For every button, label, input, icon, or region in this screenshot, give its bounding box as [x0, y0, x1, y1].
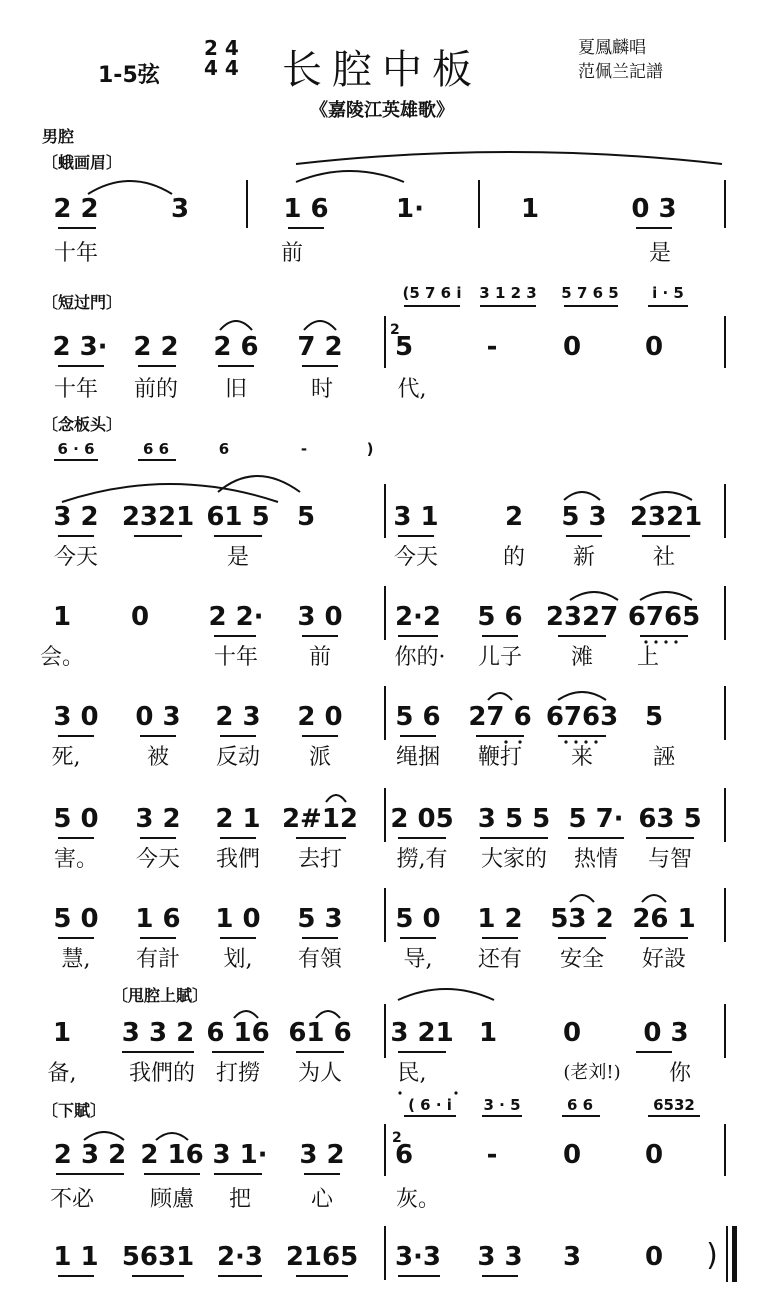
lyric: 民, [397, 1061, 427, 1086]
note: 2 6 [213, 332, 259, 362]
barline [384, 788, 386, 842]
lyric: 会。 [39, 645, 85, 670]
lyric: 备, [47, 1061, 77, 1086]
barline [384, 484, 386, 538]
slur [570, 592, 618, 600]
note: 2·2 [394, 602, 442, 632]
lyric: 划, [223, 947, 253, 972]
note: 5 7· [568, 804, 624, 834]
interlude-note: 5 7 6 5 [561, 284, 619, 302]
slur [218, 476, 300, 492]
note: 6763 [545, 702, 619, 732]
section-label-3: 〔念板头〕 [42, 415, 123, 434]
slur [316, 1011, 340, 1018]
note: 5 0 [53, 904, 99, 934]
instrumental-row-9 [0, 1096, 772, 1118]
barline [724, 484, 726, 538]
interlude-note: 6 6 [142, 440, 170, 458]
slur [558, 692, 606, 700]
note: 1 0 [215, 904, 261, 934]
note: 1 [478, 1018, 498, 1048]
lyric: 你的· [394, 645, 446, 670]
slur [296, 171, 404, 182]
note: 2 3 2 [53, 1140, 127, 1170]
slur [398, 989, 494, 1000]
note: 0 [562, 332, 582, 362]
slur [326, 795, 346, 802]
barline [246, 180, 248, 228]
note: 0 3 [135, 702, 181, 732]
note: 1 6 [135, 904, 181, 934]
lyric: 我們的 [128, 1061, 196, 1086]
lyric: 十年 [53, 377, 99, 402]
high-dot [398, 1091, 401, 1094]
note: 2 [504, 502, 524, 532]
note: 2·3 [216, 1242, 264, 1272]
slur [62, 484, 278, 502]
note: 3·3 [394, 1242, 442, 1272]
final-barline-thin [726, 1226, 728, 1282]
interlude-note: ( 6 · i [408, 1096, 452, 1114]
barline [384, 1124, 386, 1176]
lyric: 旧 [224, 377, 248, 402]
note: - [486, 332, 498, 362]
interlude-note: ) [366, 440, 374, 458]
lyric: 大家的 [480, 847, 548, 872]
note: 6765 [627, 602, 701, 632]
note: 1 [52, 602, 72, 632]
slur [296, 152, 722, 164]
closing-paren: ) [706, 1238, 718, 1273]
lyric: 是 [226, 545, 250, 570]
lyric: 灰。 [395, 1187, 441, 1212]
slur [570, 895, 594, 902]
notes-row-6 [0, 804, 772, 844]
note: 2321 [629, 502, 703, 532]
note: 26 1 [632, 904, 696, 934]
lyric: 反动 [215, 745, 261, 770]
note: 0 [562, 1018, 582, 1048]
lyrics-row-8 [0, 1056, 772, 1086]
lyric: 今天 [53, 545, 99, 570]
lyrics-row-3 [0, 540, 772, 570]
barline [724, 180, 726, 228]
barline [384, 1004, 386, 1058]
interlude-note: 6 [218, 440, 230, 458]
section-label-4: 〔甩腔上賦〕 [112, 986, 209, 1005]
section-label-5: 〔下賦〕 [42, 1101, 107, 1120]
instrumental-row-2 [0, 284, 772, 306]
notes-row-2 [0, 332, 772, 372]
lyric: 去打 [297, 847, 343, 872]
note: 0 [644, 1140, 664, 1170]
time-signature-bottom: 4 4 [204, 56, 239, 80]
note: - [486, 1140, 498, 1170]
spoken-interjection: (老刘!) [563, 1062, 621, 1083]
lyric: 把 [228, 1187, 252, 1212]
interlude-note: (5 7 6 i [402, 284, 462, 302]
lyric: 来 [570, 745, 594, 770]
notes-row-4 [0, 602, 772, 642]
note: 3 2 [299, 1140, 345, 1170]
note: 2 2 [53, 194, 99, 224]
interlude-note: - [300, 440, 308, 458]
lyrics-row-6 [0, 842, 772, 872]
lyrics-row-9 [0, 1182, 772, 1212]
subtitle: 《嘉陵江英雄歌》 [310, 100, 454, 121]
final-barline-thick [732, 1226, 737, 1282]
note: 3 1 [393, 502, 439, 532]
credits [578, 36, 663, 84]
lyric: 儿子 [477, 645, 523, 670]
note: 3 21 [390, 1018, 454, 1048]
lyric: 是 [648, 241, 672, 266]
note: 6 16 [206, 1018, 270, 1048]
slur [640, 492, 692, 500]
lyric: 今天 [393, 545, 439, 570]
singer-credit: 夏鳳麟唱 [578, 38, 646, 58]
note: 0 [130, 602, 150, 632]
barline [384, 686, 386, 740]
note: 6 [394, 1140, 414, 1170]
notes-row-5 [0, 702, 772, 742]
note: 2 3 [215, 702, 261, 732]
slur [84, 1132, 124, 1140]
meter-change-2: 2 [390, 322, 400, 338]
interlude-note: 6 · 6 [57, 440, 95, 458]
lyric: 前 [280, 241, 304, 266]
note: 3 2 [53, 502, 99, 532]
lyric: 害。 [53, 847, 99, 872]
lyric: 的 [502, 545, 526, 570]
lyric: 好設 [641, 947, 687, 972]
lyric: 派 [308, 745, 332, 770]
notes-row-8 [0, 1018, 772, 1058]
lyrics-row-2 [0, 372, 772, 402]
voice-label: 男腔 [42, 127, 75, 146]
note: 5 [644, 702, 664, 732]
note: 63 5 [638, 804, 702, 834]
note: 5 3 [297, 904, 343, 934]
note: 7 2 [297, 332, 343, 362]
note: 2 3· [52, 332, 108, 362]
barline [724, 1124, 726, 1176]
lyric: 为人 [297, 1061, 343, 1086]
lyric: 鞭打 [477, 745, 523, 770]
lyric: 还有 [477, 947, 523, 972]
lyric: 前 [308, 645, 332, 670]
note: 61 5 [206, 502, 270, 532]
note: 3 5 5 [477, 804, 551, 834]
note: 3 3 2 [121, 1018, 195, 1048]
note: 3 2 [135, 804, 181, 834]
note: 3 0 [53, 702, 99, 732]
lyric: 十年 [213, 645, 259, 670]
note: 2 0 [297, 702, 343, 732]
barline [384, 888, 386, 942]
lyric: 时 [310, 377, 334, 402]
slur [88, 181, 172, 194]
lyric: 今天 [135, 847, 181, 872]
note: 3 [562, 1242, 582, 1272]
barline [478, 180, 480, 228]
note: 3 [170, 194, 190, 224]
note: 2 2 [133, 332, 179, 362]
lyric: 与智 [647, 847, 693, 872]
interlude-note: 6532 [653, 1096, 695, 1114]
barline [724, 1004, 726, 1058]
barline [724, 686, 726, 740]
note: 2327 [545, 602, 619, 632]
lyric: 代, [397, 377, 427, 402]
lyric: 安全 [559, 947, 605, 972]
slur [220, 321, 252, 330]
slur [234, 1011, 258, 1018]
note: 2321 [121, 502, 195, 532]
note: 5 0 [395, 904, 441, 934]
note: 53 2 [550, 904, 614, 934]
note: 2 05 [390, 804, 454, 834]
instrumental-row-3 [0, 440, 772, 462]
note: 0 3 [643, 1018, 689, 1048]
lyric: 你 [668, 1061, 692, 1086]
note: 3 0 [297, 602, 343, 632]
interlude-note: 6 6 [566, 1096, 594, 1114]
lyric: 死, [51, 745, 81, 770]
barline [724, 316, 726, 368]
lyric: 上 [636, 645, 660, 670]
lyric: 前的 [133, 377, 179, 402]
page-title: 长腔中板 [282, 47, 482, 93]
note: 3 1· [212, 1140, 268, 1170]
lyric: 有領 [297, 947, 343, 972]
note: 0 [644, 1242, 664, 1272]
slur [642, 895, 666, 902]
lyric: 不必 [49, 1187, 95, 1212]
note: 1 [52, 1018, 72, 1048]
barline [384, 586, 386, 640]
note: 1 2 [477, 904, 523, 934]
notes-row-7 [0, 904, 772, 944]
note: 1 [520, 194, 540, 224]
lyric: 我們 [215, 847, 261, 872]
note: 3 3 [477, 1242, 523, 1272]
barline [724, 788, 726, 842]
lyrics-row-4 [0, 640, 772, 670]
lyric: 导, [403, 947, 433, 972]
slur [156, 1133, 188, 1140]
section-label-2: 〔短过門〕 [42, 293, 123, 312]
time-signature-top: 2 4 [204, 36, 239, 60]
note: 1 1 [53, 1242, 99, 1272]
note: 5 [296, 502, 316, 532]
meter-change-9: 2 [392, 1130, 402, 1146]
lyric: 顾慮 [149, 1187, 195, 1212]
lyric: 社 [652, 545, 676, 570]
lyrics-row-1 [0, 236, 772, 266]
note: 0 [644, 332, 664, 362]
slur [640, 592, 692, 600]
lyric: 心 [310, 1187, 334, 1212]
time-signature [204, 38, 239, 78]
note: 1· [396, 194, 424, 224]
interlude-note: 3 · 5 [483, 1096, 521, 1114]
lyric: 慧, [61, 947, 91, 972]
lyric: 热情 [573, 847, 619, 872]
lyrics-row-7 [0, 942, 772, 972]
lyric: 滩 [570, 645, 594, 670]
lyric: 十年 [53, 241, 99, 266]
slur [304, 321, 336, 330]
note: 5 [394, 332, 414, 362]
key-signature: 1-5弦 [98, 63, 160, 88]
note: 5 6 [395, 702, 441, 732]
note: 5 3 [561, 502, 607, 532]
note: 2#12 [281, 804, 359, 834]
note: 5 6 [477, 602, 523, 632]
barline [384, 1226, 386, 1280]
note: 1 6 [283, 194, 329, 224]
slur [488, 693, 512, 700]
section-label-1: 〔蛾画眉〕 [42, 153, 123, 172]
slur [564, 492, 600, 500]
lyric: 打撈 [215, 1061, 261, 1086]
barline [384, 316, 386, 368]
lyric: 撈,有 [396, 847, 448, 872]
note: 2 1 [215, 804, 261, 834]
note: 5631 [121, 1242, 195, 1272]
note: 2 2· [208, 602, 264, 632]
lyric: 新 [572, 545, 596, 570]
lyric: 被 [146, 745, 170, 770]
note: 2165 [285, 1242, 359, 1272]
lyric: 誣 [652, 745, 676, 770]
note: 27 6 [468, 702, 532, 732]
interlude-note: i · 5 [652, 284, 684, 302]
notator-credit: 范佩兰記譜 [578, 62, 663, 82]
interlude-note: 3 1 2 3 [479, 284, 537, 302]
note: 0 3 [631, 194, 677, 224]
note: 5 0 [53, 804, 99, 834]
note: 61 6 [288, 1018, 352, 1048]
notes-row-1 [0, 194, 772, 234]
note: 0 [562, 1140, 582, 1170]
lyrics-row-5 [0, 740, 772, 770]
notes-row-9 [0, 1140, 772, 1180]
lyric: 有計 [135, 947, 181, 972]
note: 2 16 [140, 1140, 204, 1170]
high-dot [454, 1091, 457, 1094]
lyric: 绳捆 [395, 745, 441, 770]
barline [724, 888, 726, 942]
notes-row-3 [0, 502, 772, 542]
notes-row-10 [0, 1238, 772, 1282]
barline [724, 586, 726, 640]
